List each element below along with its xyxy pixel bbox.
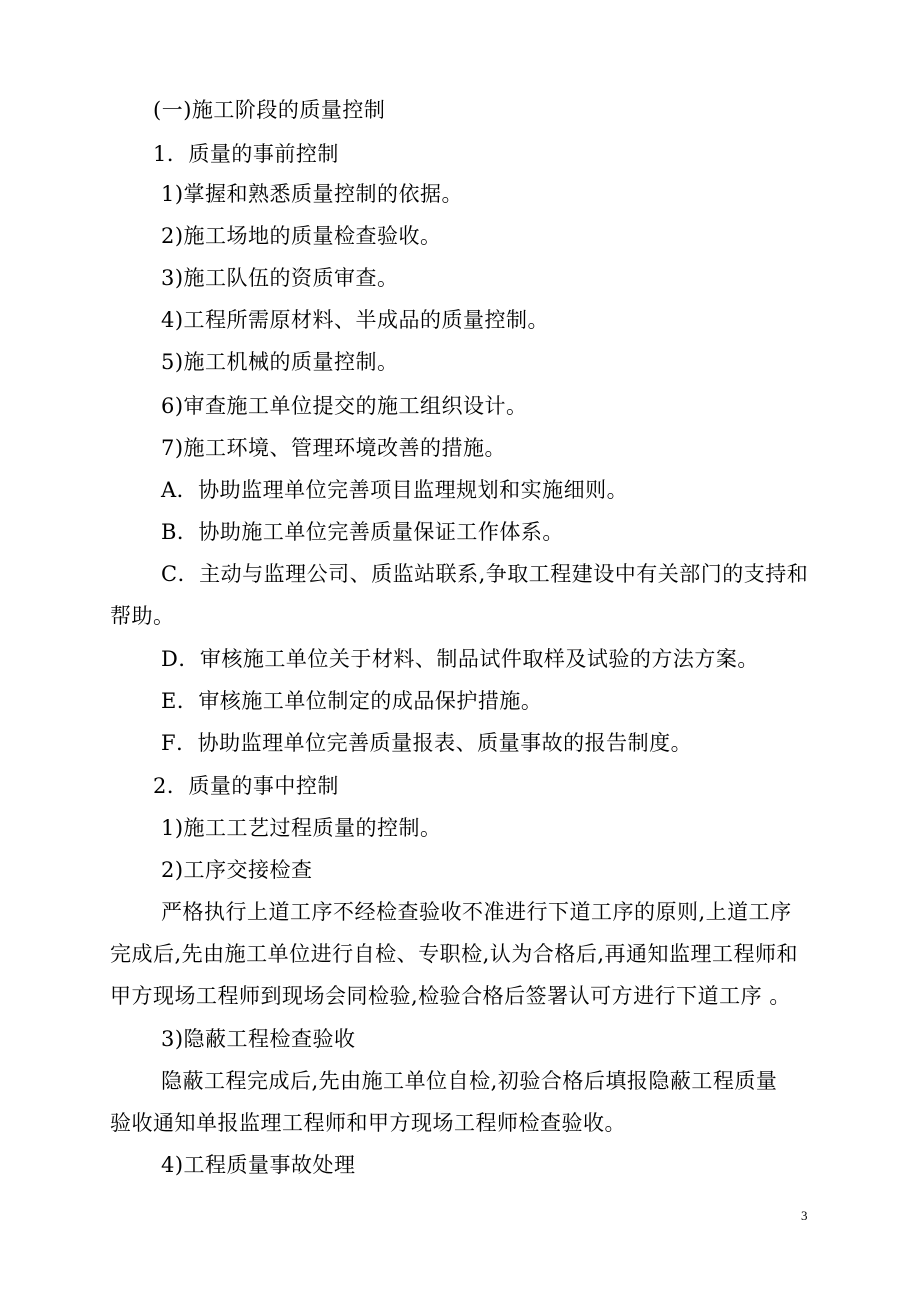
list-item: 7)施工环境、管理环境改善的措施。	[161, 436, 507, 460]
list-item: 5)施工机械的质量控制。	[161, 350, 399, 374]
list-item: F．协助监理单位完善质量报表、质量事故的报告制度。	[161, 731, 693, 755]
list-item: A．协助监理单位完善项目监理规划和实施细则。	[161, 478, 629, 502]
list-item: 1)施工工艺过程质量的控制。	[161, 816, 442, 840]
list-item: 4)工程所需原材料、半成品的质量控制。	[161, 308, 550, 332]
list-item: 4)工程质量事故处理	[161, 1153, 356, 1177]
section-heading: (一)施工阶段的质量控制	[153, 98, 386, 122]
list-item: E．审核施工单位制定的成品保护措施。	[161, 689, 543, 713]
list-item: 2)工序交接检查	[161, 858, 313, 882]
list-item: B．协助施工单位完善质量保证工作体系。	[161, 520, 564, 544]
paragraph-line: 验收通知单报监理工程师和甲方现场工程师检查验收。	[110, 1111, 626, 1135]
list-item: D．审核施工单位关于材料、制品试件取样及试验的方法方案。	[161, 647, 759, 671]
paragraph-line: 隐蔽工程完成后,先由施工单位自检,初验合格后填报隐蔽工程质量	[161, 1069, 778, 1093]
list-item: C．主动与监理公司、质监站联系,争取工程建设中有关部门的支持和	[161, 562, 809, 586]
paragraph-line: 甲方现场工程师到现场会同检验,检验合格后签署认可方进行下道工序 。	[110, 984, 791, 1008]
list-item: 3)隐蔽工程检查验收	[161, 1027, 356, 1051]
list-item-continuation: 帮助。	[110, 604, 175, 628]
subsection-heading: 2．质量的事中控制	[153, 774, 339, 798]
paragraph-line: 完成后,先由施工单位进行自检、专职检,认为合格后,再通知监理工程师和	[110, 942, 799, 966]
page-number: 3	[801, 1208, 808, 1223]
paragraph-line: 严格执行上道工序不经检查验收不准进行下道工序的原则,上道工序	[161, 900, 792, 924]
list-item: 6)审查施工单位提交的施工组织设计。	[161, 394, 528, 418]
list-item: 1)掌握和熟悉质量控制的依据。	[161, 182, 464, 206]
list-item: 3)施工队伍的资质审查。	[161, 266, 399, 290]
list-item: 2)施工场地的质量检查验收。	[161, 224, 442, 248]
subsection-heading: 1．质量的事前控制	[153, 142, 339, 166]
